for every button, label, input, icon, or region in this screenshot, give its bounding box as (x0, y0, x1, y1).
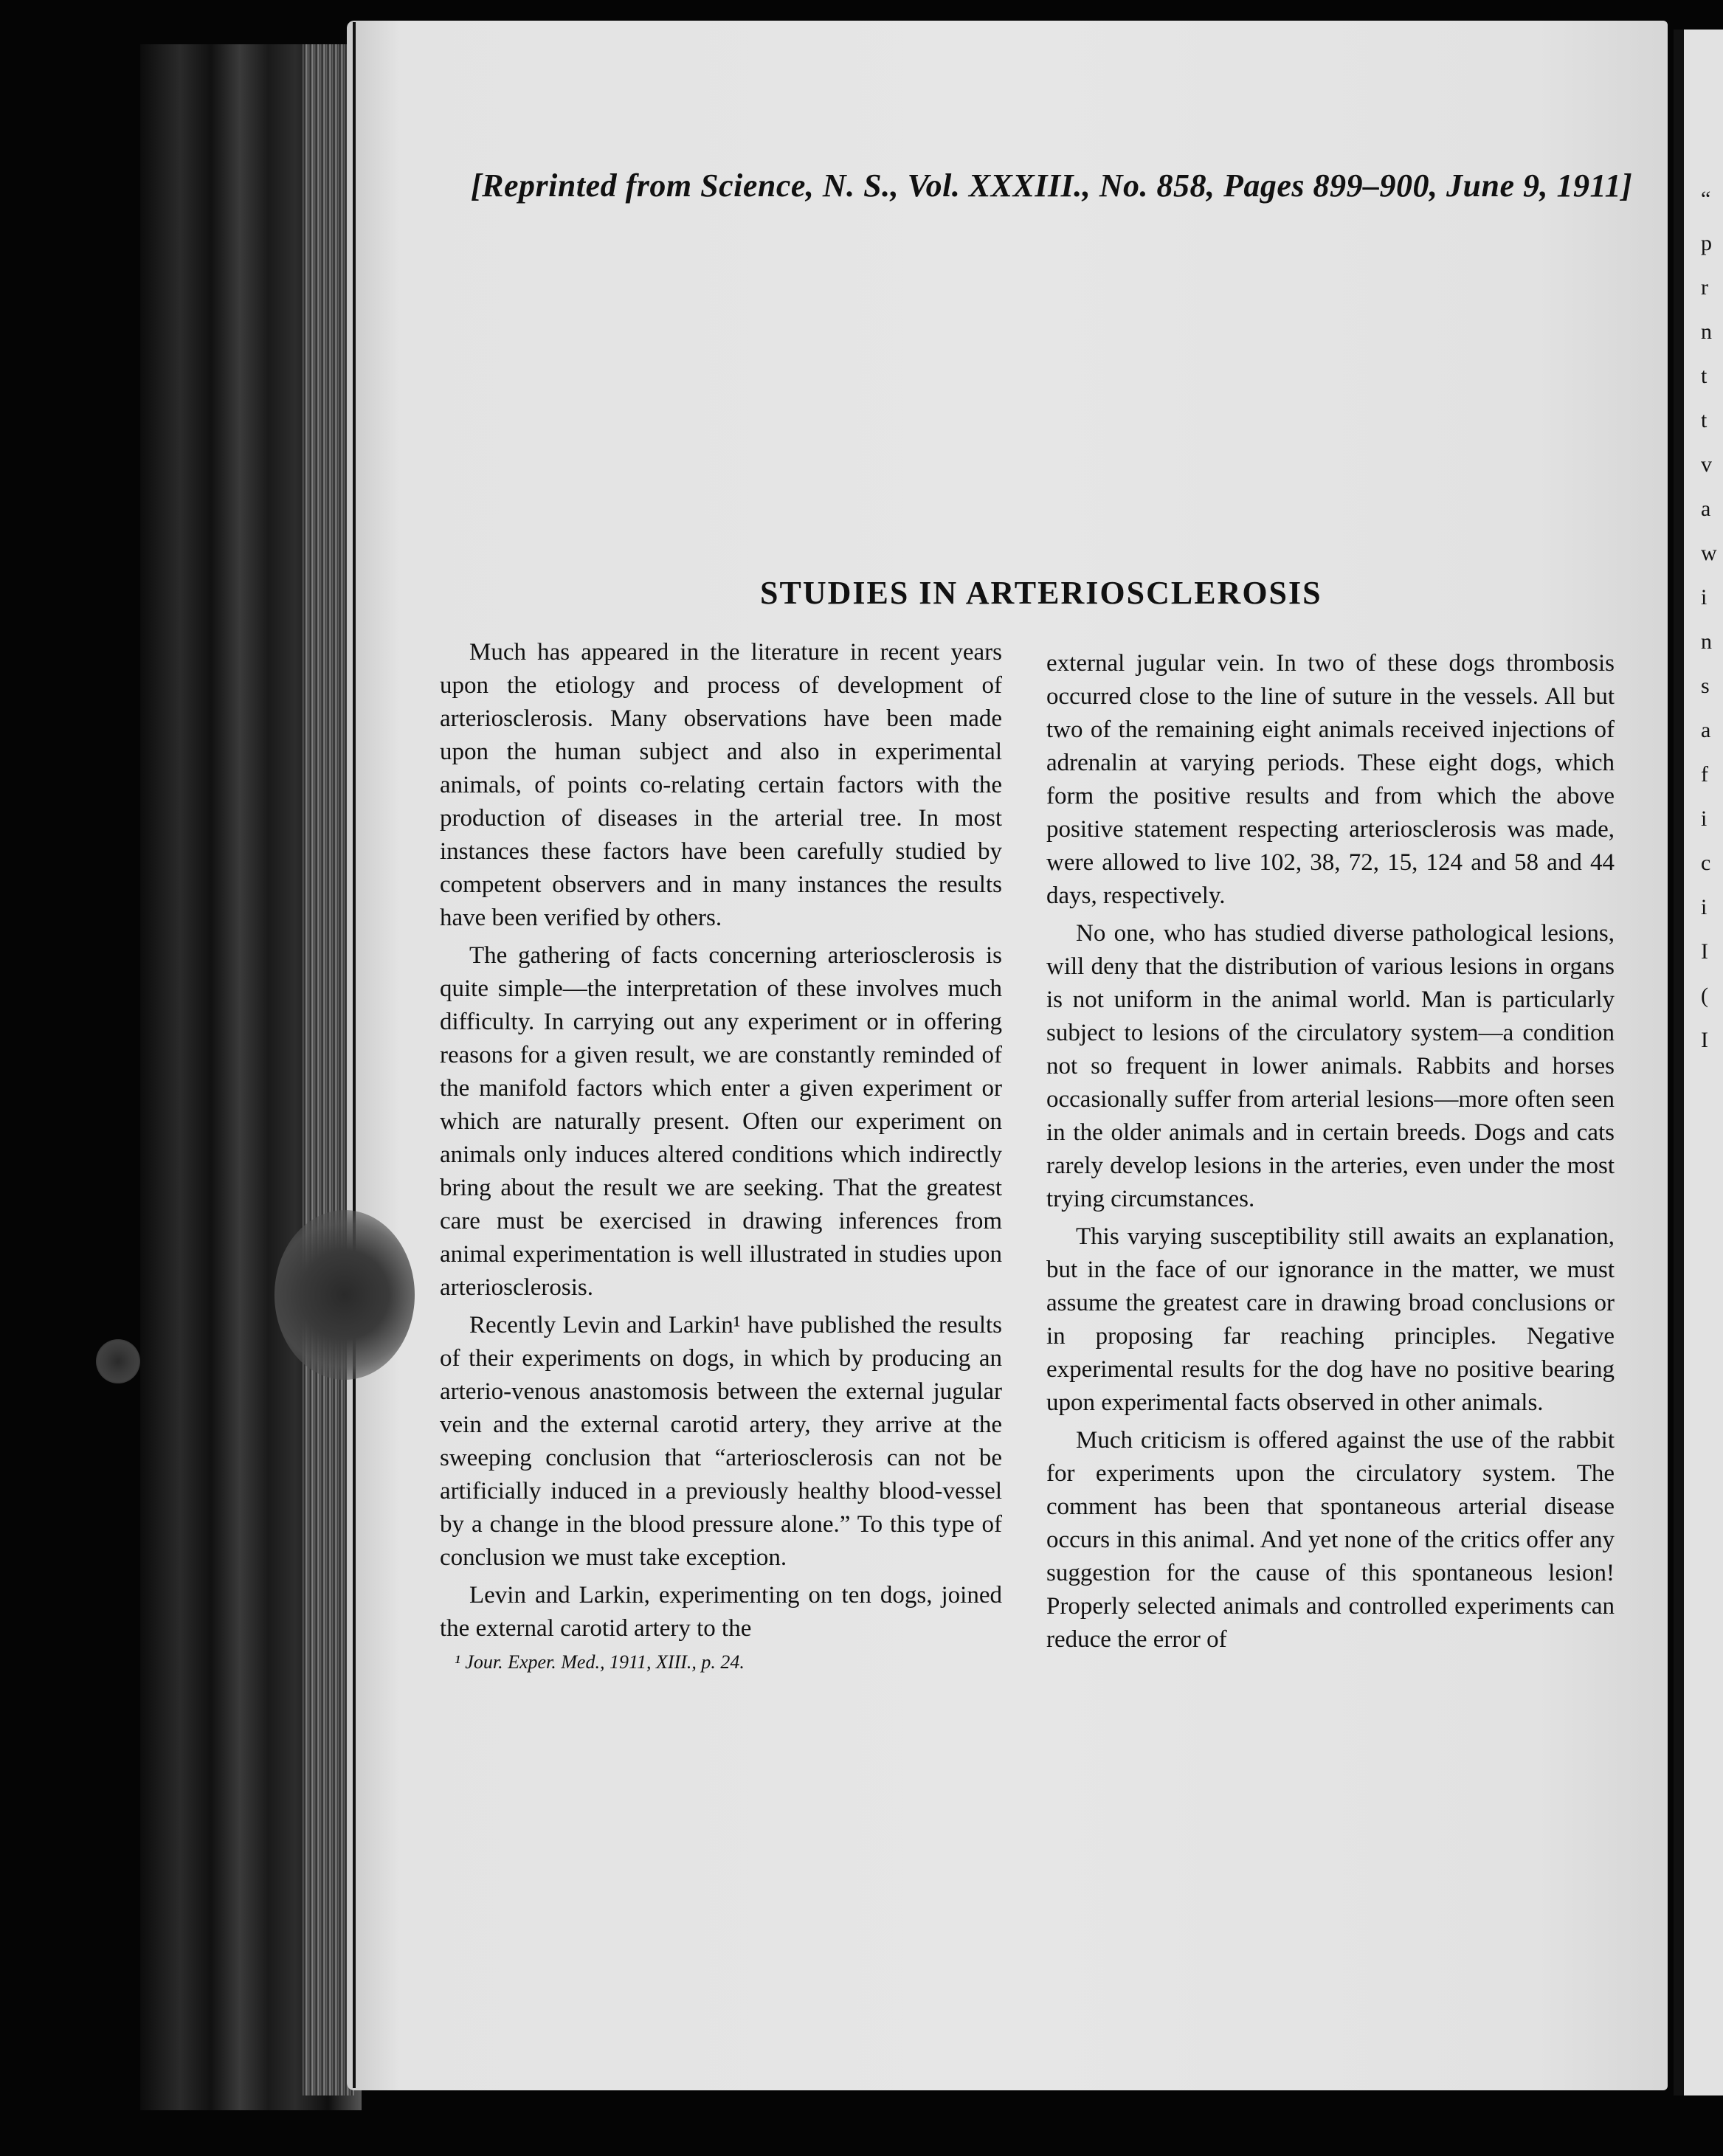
paragraph: This varying susceptibility still awaits an explanation, but in the face of our ignorance in the matter, we must assume the greatest care in drawing broad conclusions or in proposing far reaching principles. Negative experimental results for the dog have no positive bearing upon experimental facts observed in other animals. (1046, 1223, 1615, 1416)
adjacent-page-letter: n (1701, 629, 1712, 654)
right-column (1046, 647, 1615, 1661)
adjacent-page-letter: w (1701, 541, 1717, 565)
adjacent-page-letter: c (1701, 851, 1711, 875)
adjacent-page-letter: i (1701, 585, 1708, 609)
article-title: STUDIES IN ARTERIOSCLEROSIS (760, 575, 1322, 611)
paragraph: Much has appeared in the literature in recent years upon the etiology and process of development of arteriosclerosis. Many observations have been made upon the human subject and also in experimental animals, of points co-relating certain factors with the production of diseases in the arterial tree. In most instances these factors have been carefully studied by competent observers and in many instances the results have been verified by others. (440, 639, 1002, 931)
gutter-line (353, 22, 356, 2088)
paragraph: external jugular vein. In two of these dogs thrombosis occurred close to the line of suture in the vessels. All but two of the remaining eight animals received injections of adrenalin at varying periods. These eight dogs, which form the positive results and from which the above positive statement respecting arteriosclerosis was made, were allowed to live 102, 38, 72, 15, 124 and 58 and 44 days, respectively. (1046, 650, 1615, 909)
adjacent-page-letter: v (1701, 452, 1712, 477)
adjacent-page-letter: t (1701, 408, 1708, 432)
left-column (440, 636, 1002, 1675)
adjacent-page-letter: ( (1701, 984, 1708, 1008)
adjacent-page-letter: I (1701, 1028, 1708, 1052)
footnote: ¹ Jour. Exper. Med., 1911, XIII., p. 24. (455, 1651, 745, 1673)
adjacent-page-letter: f (1701, 762, 1708, 787)
adjacent-page-letter: “ (1701, 187, 1711, 211)
paragraph: No one, who has studied diverse pathological lesions, will deny that the distribution of various lesions in organs is not uniform in the animal world. Man is particularly subject to lesions of the circulatory system—a condition not so frequent in lower animals. Rabbits and horses occasionally suffer from arterial lesions—more often seen in the older animals and in certain breeds. Dogs and cats rarely develop lesions in the arteries, even under the most trying circumstances. (1046, 920, 1615, 1212)
page-stain (274, 1210, 415, 1380)
paragraph: Recently Levin and Larkin¹ have published the results of their experiments on dogs, in which by producing an arterio-venous anastomosis between the external jugular vein and the external carotid artery, they arrive at the sweeping conclusion that “arteriosclerosis can not be artificially induced in a previously healthy blood-vessel by a change in the blood pressure alone.” To this type of conclusion we must take exception. (440, 1312, 1002, 1571)
paragraph: Much criticism is offered against the use of the rabbit for experiments upon the circulatory system. The comment has been that spontaneous arterial disease occurs in this animal. And yet none of the critics offer any suggestion for the cause of this spontaneous lesion! Properly selected animals and controlled experiments can reduce the error of (1046, 1427, 1615, 1653)
adjacent-page-gutter (1674, 30, 1684, 2095)
adjacent-page-letter: i (1701, 895, 1708, 919)
adjacent-page-letter: s (1701, 674, 1710, 698)
adjacent-page-letter: a (1701, 497, 1711, 521)
adjacent-page-letter: n (1701, 319, 1712, 344)
adjacent-page-letter: p (1701, 231, 1712, 255)
reprint-citation: [Reprinted from Science, N. S., Vol. XXXIII., No. 858, Pages 899–900, June 9, 1911] (471, 167, 1633, 204)
adjacent-page-letter: r (1701, 275, 1708, 300)
adjacent-page-letter: I (1701, 939, 1708, 964)
paragraph: Levin and Larkin, experimenting on ten dogs, joined the external carotid artery to the (440, 1582, 1002, 1642)
adjacent-page-letter: t (1701, 364, 1708, 388)
page-stain-small (96, 1339, 140, 1383)
adjacent-page-letter: i (1701, 806, 1708, 831)
paragraph: The gathering of facts concerning arteriosclerosis is quite simple—the interpretation of these involves much difficulty. In carrying out any experiment or in offering reasons for a given result, we are constantly reminded of the manifold factors which enter a given experiment or which are naturally present. Often our experiment on animals only induces altered conditions which indirectly bring about the result we are seeking. That the greatest care must be exercised in drawing inferences from animal experimentation is well illustrated in studies upon arteriosclerosis. (440, 942, 1002, 1301)
adjacent-page-text (1701, 177, 1723, 1063)
adjacent-page-letter: a (1701, 718, 1711, 742)
